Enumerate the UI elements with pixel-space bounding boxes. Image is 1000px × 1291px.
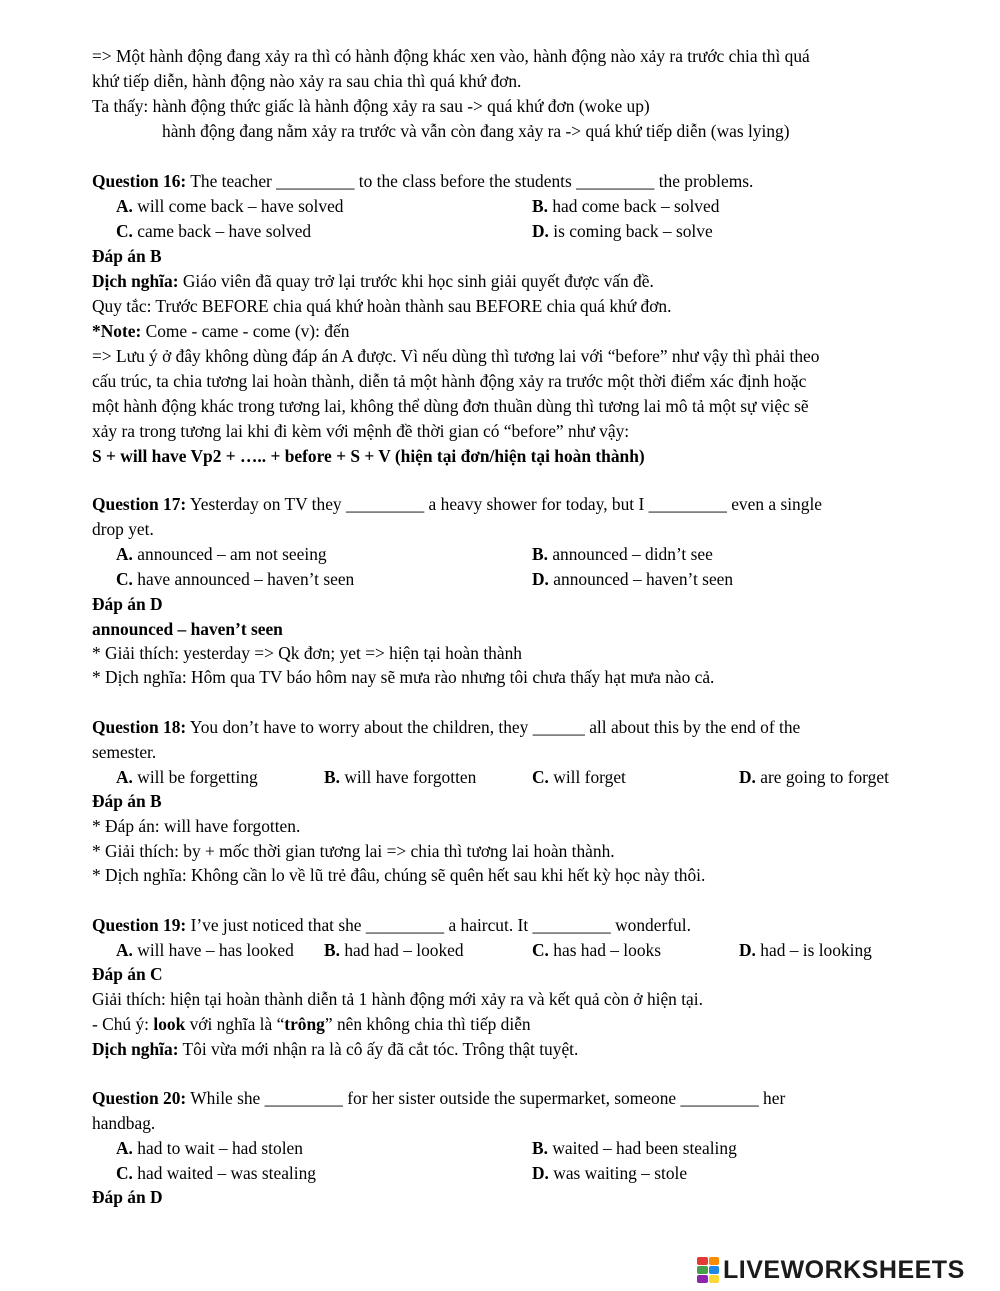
- q18-option-d: D. are going to forget: [739, 767, 889, 787]
- q16-option-d: D. is coming back – solve: [532, 221, 713, 241]
- intro-line-3: Ta thấy: hành động thức giấc là hành động xảy ra sau -> quá khứ đơn (woke up): [92, 96, 650, 116]
- q16-explain-4: xảy ra trong tương lai khi đi kèm với mệnh đề thời gian có “before” như vậy:: [92, 421, 630, 441]
- question-20: Question 20: While she _________ for her sister outside the supermarket, someone _________ her: [92, 1088, 786, 1108]
- q16-option-b: B. had come back – solved: [532, 196, 720, 216]
- question-16: [92, 169, 753, 193]
- question-16-text: The teacher _________ to the class before the students _________ the problems.: [186, 171, 754, 191]
- q16-note: *Note: Come - came - come (v): đến: [92, 321, 350, 341]
- question-19-label: Question 19:: [92, 915, 187, 935]
- question-17: Question 17: Yesterday on TV they _________ a heavy shower for today, but I _________ even a single: [92, 494, 822, 514]
- intro-line-1: => Một hành động đang xảy ra thì có hành động khác xen vào, hành động nào xảy ra trước chia thì quá: [92, 46, 810, 66]
- q18-answer: Đáp án B: [92, 791, 162, 811]
- q17-option-c: C. have announced – haven’t seen: [116, 569, 355, 589]
- q17-answer: Đáp án D: [92, 594, 163, 614]
- q16-option-a: A. will come back – have solved: [116, 196, 344, 216]
- q17-option-a: A. announced – am not seeing: [116, 544, 327, 564]
- q20-option-a: A. had to wait – had stolen: [116, 1138, 303, 1158]
- q18-line-2: * Giải thích: by + mốc thời gian tương lai => chia thì tương lai hoàn thành.: [92, 841, 615, 861]
- q17-explain: * Giải thích: yesterday => Qk đơn; yet => hiện tại hoàn thành: [92, 643, 522, 663]
- q16-formula: S + will have Vp2 + ….. + before + S + V (hiện tại đơn/hiện tại hoàn thành): [92, 446, 645, 466]
- q17-answer-text: announced – haven’t seen: [92, 619, 283, 639]
- q19-option-c: C. has had – looks: [532, 940, 661, 960]
- q20-answer: Đáp án D: [92, 1187, 163, 1207]
- q17-option-d: D. announced – haven’t seen: [532, 569, 734, 589]
- q19-option-b: B. had had – looked: [324, 940, 464, 960]
- q18-line-1: * Đáp án: will have forgotten.: [92, 816, 301, 836]
- q19-option-d: D. had – is looking: [739, 940, 872, 960]
- q18-option-a: A. will be forgetting: [116, 767, 258, 787]
- intro-line-4: hành động đang nằm xảy ra trước và vẫn còn đang xảy ra -> quá khứ tiếp diễn (was lying): [162, 121, 790, 141]
- q16-explain-1: => Lưu ý ở đây không dùng đáp án A được. Vì nếu dùng thì tương lai với “before” như vậy thì phải theo: [92, 346, 820, 366]
- question-20-cont: handbag.: [92, 1113, 156, 1133]
- q16-explain-3: một hành động khác trong tương lai, không thể dùng đơn thuần dùng thì tương lai mô tả một sự việc sẽ: [92, 396, 809, 416]
- liveworksheets-logo-text: LIVEWORKSHEETS: [723, 1255, 965, 1284]
- q20-option-b: B. waited – had been stealing: [532, 1138, 737, 1158]
- q17-translation: * Dịch nghĩa: Hôm qua TV báo hôm nay sẽ mưa rào nhưng tôi chưa thấy hạt mưa nào cả.: [92, 667, 715, 687]
- question-18-cont: semester.: [92, 742, 157, 762]
- q18-option-b: B. will have forgotten: [324, 767, 477, 787]
- q16-explain-2: cấu trúc, ta chia tương lai hoàn thành, diễn tả một hành động xảy ra trước một thời điểm xác định hoặc: [92, 371, 807, 391]
- question-18: Question 18: You don’t have to worry about the children, they ______ all about this by the end of the: [92, 717, 801, 737]
- q17-option-b: B. announced – didn’t see: [532, 544, 713, 564]
- q19-line-2: - Chú ý: look với nghĩa là “trông” nên không chia thì tiếp diễn: [92, 1014, 531, 1034]
- q20-option-d: D. was waiting – stole: [532, 1163, 688, 1183]
- q19-line-1: Giải thích: hiện tại hoàn thành diễn tả 1 hành động mới xảy ra và kết quả còn ở hiện tại.: [92, 989, 703, 1009]
- question-18-label: Question 18:: [92, 717, 187, 737]
- q16-answer: Đáp án B: [92, 246, 162, 266]
- q16-rule: Quy tắc: Trước BEFORE chia quá khứ hoàn thành sau BEFORE chia quá khứ đơn.: [92, 296, 672, 316]
- q20-option-c: C. had waited – was stealing: [116, 1163, 316, 1183]
- q18-option-c: C. will forget: [532, 767, 626, 787]
- q19-option-a: A. will have – has looked: [116, 940, 294, 960]
- q19-answer: Đáp án C: [92, 964, 163, 984]
- liveworksheets-logo[interactable]: [697, 1253, 965, 1287]
- question-16-label: Question 16:: [92, 171, 187, 191]
- question-20-label: Question 20:: [92, 1088, 187, 1108]
- liveworksheets-logo-icon: [697, 1257, 719, 1283]
- question-19: Question 19: I’ve just noticed that she _________ a haircut. It _________ wonderful.: [92, 915, 691, 935]
- intro-line-2: khứ tiếp diễn, hành động nào xảy ra sau chia thì quá khứ đơn.: [92, 71, 522, 91]
- q19-translation: Dịch nghĩa: Tôi vừa mới nhận ra là cô ấy đã cắt tóc. Trông thật tuyệt.: [92, 1039, 579, 1059]
- question-17-cont: drop yet.: [92, 519, 154, 539]
- q16-translation: Dịch nghĩa: Giáo viên đã quay trở lại trước khi học sinh giải quyết được vấn đề.: [92, 271, 654, 291]
- q16-option-c: C. came back – have solved: [116, 221, 312, 241]
- q18-line-3: * Dịch nghĩa: Không cần lo về lũ trẻ đâu, chúng sẽ quên hết sau khi hết kỳ học này thôi.: [92, 865, 706, 885]
- question-17-label: Question 17:: [92, 494, 187, 514]
